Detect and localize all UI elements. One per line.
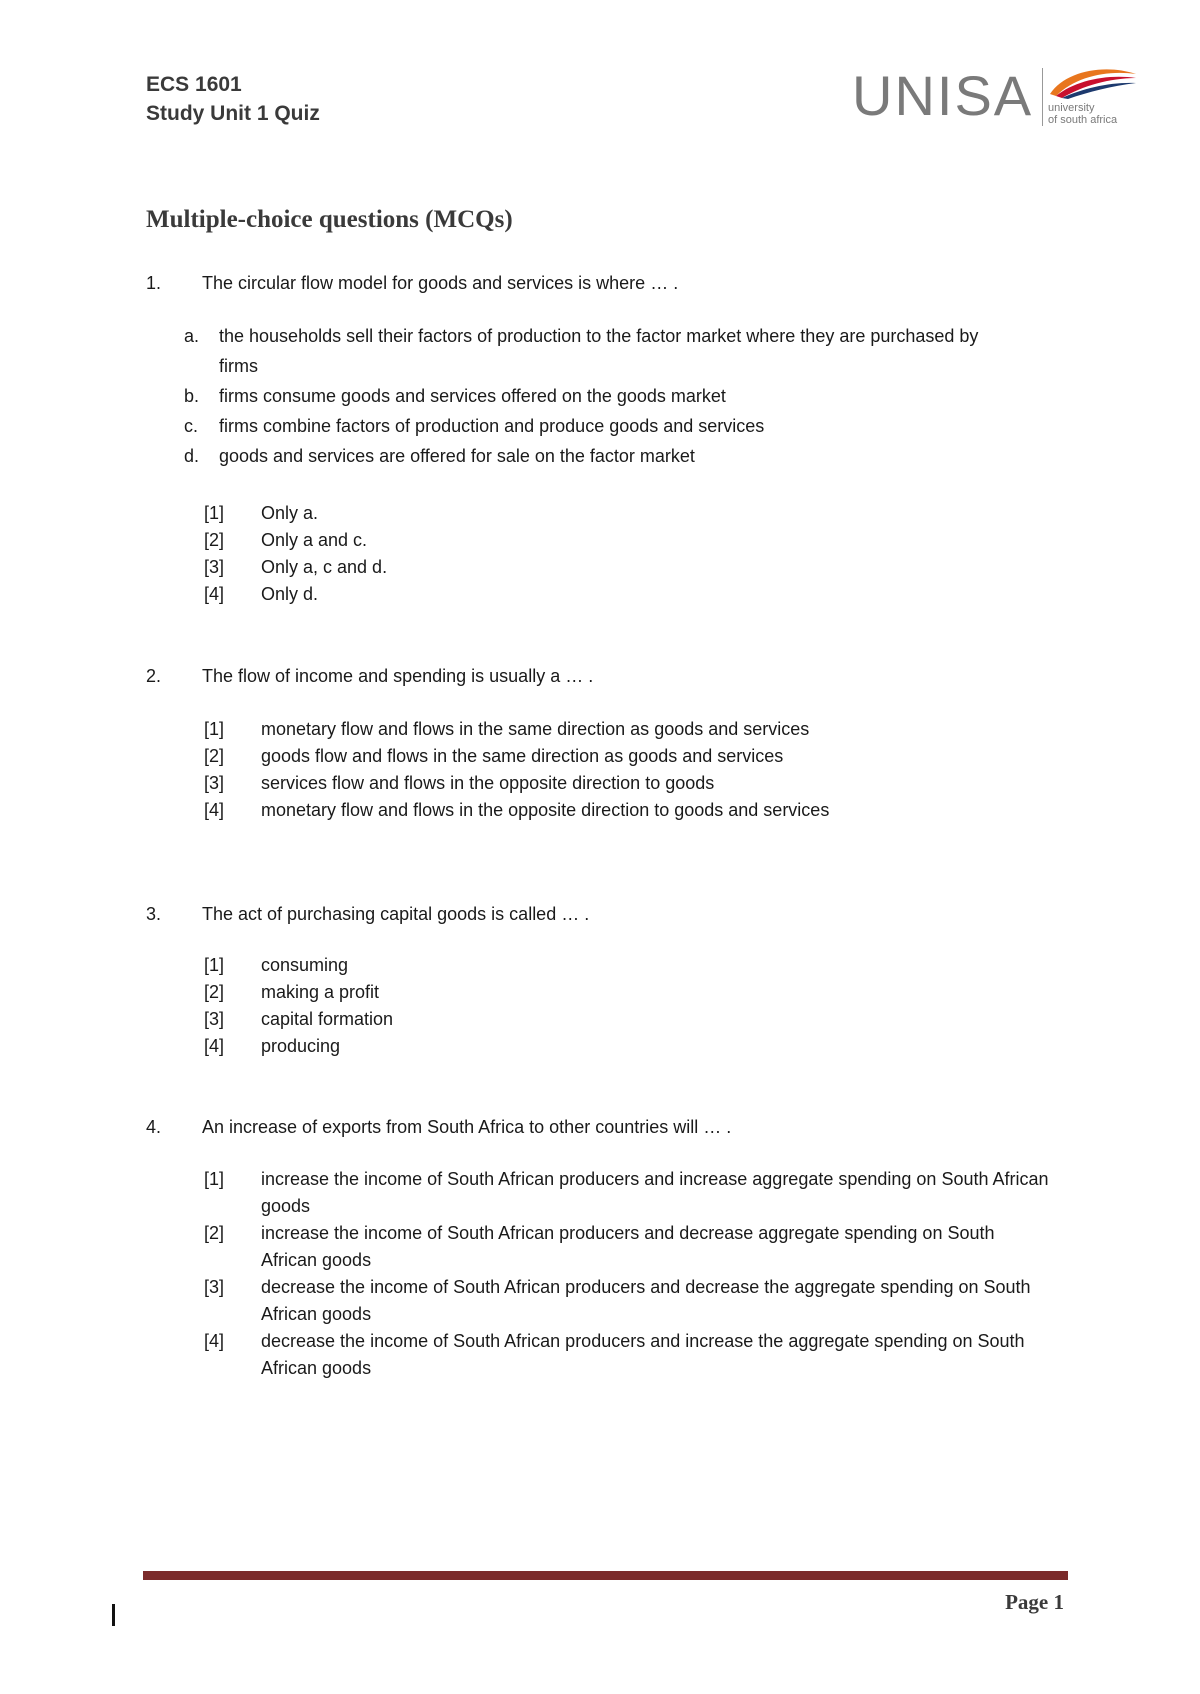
option-4: [4] Only d.	[204, 584, 319, 604]
document-title: Study Unit 1 Quiz	[146, 102, 320, 125]
logo-subtitle	[1048, 102, 1117, 126]
option-2: [2] increase the income of South African producers and decrease aggregate spending on South African goods	[204, 1223, 995, 1270]
page-number: Page 1	[1005, 1590, 1064, 1614]
logo-divider	[1042, 68, 1043, 126]
option-3: [3] capital formation	[204, 1009, 394, 1029]
option-4: [4] decrease the income of South African producers and increase the aggregate spending on South African goods	[204, 1331, 1025, 1378]
option-3: [3] Only a, c and d.	[204, 557, 388, 577]
option-3: [3] services flow and flows in the opposite direction to goods	[204, 773, 715, 793]
logo-subtitle-line2: of south africa	[1048, 114, 1118, 126]
statement-d: d. goods and services are offered for sale on the factor market	[184, 446, 695, 466]
text-cursor-mark	[112, 1604, 115, 1626]
logo-subtitle-line1: university	[1048, 102, 1095, 114]
question-2-options	[204, 716, 1051, 824]
question-text: An increase of exports from South Africa to other countries will … .	[202, 1117, 732, 1137]
question-number: 4.	[146, 1117, 162, 1137]
section-title: Multiple-choice questions (MCQs)	[146, 206, 513, 233]
question-text: The circular flow model for goods and services is where … .	[202, 273, 679, 293]
statement-a: a. the households sell their factors of production to the factor market where they are purchased by firms	[184, 326, 979, 376]
option-1: [1] consuming	[204, 955, 349, 975]
question-text: The act of purchasing capital goods is called … .	[202, 904, 590, 924]
document-header	[146, 70, 320, 128]
question-1	[146, 270, 678, 297]
question-1-options	[204, 500, 1051, 608]
unisa-logo	[852, 66, 1137, 130]
logo-swoosh-icon	[1046, 66, 1138, 100]
question-number: 1.	[146, 273, 162, 293]
logo-wordmark: UNISA	[852, 64, 1034, 127]
footer-divider-bar	[143, 1571, 1068, 1580]
question-1-statements	[184, 321, 999, 471]
question-4	[146, 1114, 731, 1141]
option-1: [1] Only a.	[204, 503, 319, 523]
option-2: [2] Only a and c.	[204, 530, 368, 550]
statement-c: c. firms combine factors of production and produce goods and services	[184, 416, 765, 436]
option-4: [4] producing	[204, 1036, 341, 1056]
question-4-options	[204, 1166, 1051, 1382]
option-2: [2] making a profit	[204, 982, 380, 1002]
option-1: [1] monetary flow and flows in the same direction as goods and services	[204, 719, 810, 739]
option-1: [1] increase the income of South African producers and increase aggregate spending on South African goods	[204, 1169, 1049, 1216]
option-4: [4] monetary flow and flows in the opposite direction to goods and services	[204, 800, 830, 820]
course-code: ECS 1601	[146, 73, 242, 96]
question-3	[146, 901, 589, 928]
statement-b: b. firms consume goods and services offered on the goods market	[184, 386, 726, 406]
question-3-options	[204, 952, 1051, 1060]
question-number: 3.	[146, 904, 162, 924]
option-2: [2] goods flow and flows in the same direction as goods and services	[204, 746, 784, 766]
question-2	[146, 663, 593, 690]
question-text: The flow of income and spending is usually a … .	[202, 666, 594, 686]
option-3: [3] decrease the income of South African producers and decrease the aggregate spending on South African goods	[204, 1277, 1031, 1324]
question-number: 2.	[146, 666, 162, 686]
